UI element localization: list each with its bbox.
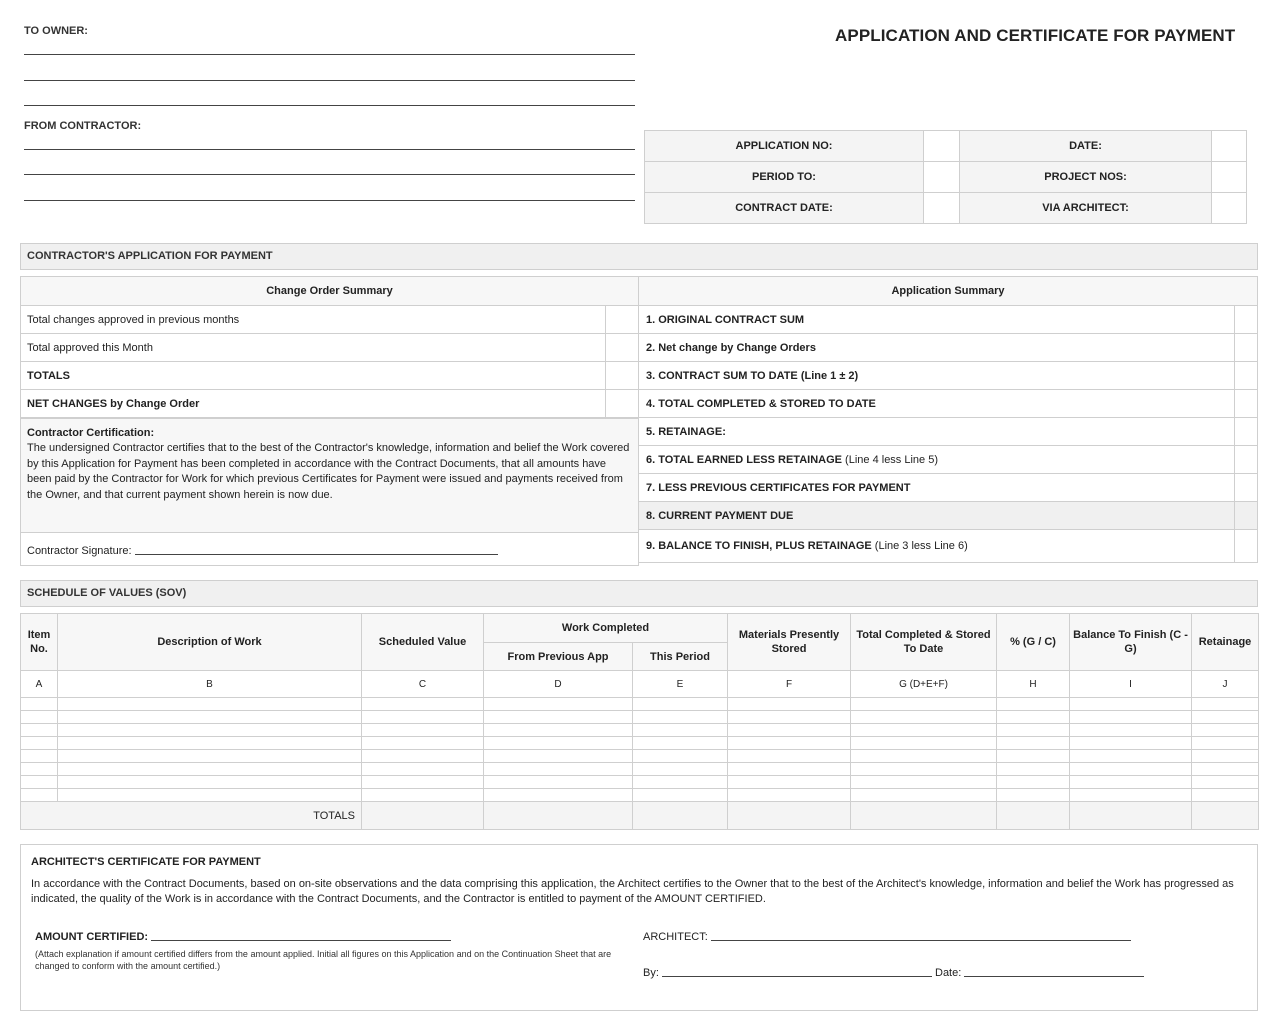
sov-column-letter: F xyxy=(728,671,851,698)
sov-total-cell[interactable] xyxy=(728,802,851,830)
sov-cell[interactable] xyxy=(1070,737,1192,750)
sov-cell[interactable] xyxy=(633,763,728,776)
to-owner-line-2[interactable] xyxy=(24,80,635,81)
as-row-label: 5. RETAINAGE: xyxy=(639,418,1235,446)
co-row-value[interactable] xyxy=(606,390,639,418)
sov-column-letter: G (D+E+F) xyxy=(851,671,997,698)
from-contractor-line-2[interactable] xyxy=(24,174,635,175)
sov-header-work-completed: Work Completed xyxy=(484,614,728,643)
as-row-value[interactable] xyxy=(1235,446,1258,474)
sov-cell[interactable] xyxy=(851,737,997,750)
to-owner-label: TO OWNER: xyxy=(24,25,88,37)
by-label: By: xyxy=(643,967,659,979)
sov-column-letter: B xyxy=(58,671,362,698)
sov-cell[interactable] xyxy=(633,711,728,724)
contractor-certification xyxy=(20,418,639,533)
sov-table xyxy=(20,613,1259,830)
sov-cell[interactable] xyxy=(997,763,1070,776)
sov-cell[interactable] xyxy=(997,776,1070,789)
as-row-label: 9. BALANCE TO FINISH, PLUS RETAINAGE (Line 3 less Line 6) xyxy=(639,530,1235,563)
table-row xyxy=(21,776,1259,789)
sov-cell[interactable] xyxy=(484,763,633,776)
application-no-field[interactable] xyxy=(924,131,960,162)
sov-cell[interactable] xyxy=(997,711,1070,724)
certification-title: Contractor Certification: xyxy=(27,427,155,439)
sov-cell[interactable] xyxy=(1070,750,1192,763)
as-row-value[interactable] xyxy=(1235,530,1258,563)
date-line[interactable] xyxy=(964,976,1144,977)
as-row-value[interactable] xyxy=(1235,502,1258,530)
contractor-section-title: CONTRACTOR'S APPLICATION FOR PAYMENT xyxy=(20,243,1258,270)
as-row-label: 3. CONTRACT SUM TO DATE (Line 1 ± 2) xyxy=(639,362,1235,390)
application-summary-header: Application Summary xyxy=(639,277,1258,306)
contract-date-field[interactable] xyxy=(924,193,960,224)
sov-cell[interactable] xyxy=(728,711,851,724)
sov-cell[interactable] xyxy=(21,789,58,802)
sov-cell[interactable] xyxy=(58,789,362,802)
sov-cell[interactable] xyxy=(362,789,484,802)
sov-cell[interactable] xyxy=(362,711,484,724)
sov-cell[interactable] xyxy=(1070,724,1192,737)
period-to-label: PERIOD TO: xyxy=(645,162,924,193)
architect-label: ARCHITECT: xyxy=(643,931,708,943)
as-row-value[interactable] xyxy=(1235,362,1258,390)
sov-column-letter: C xyxy=(362,671,484,698)
architect-certificate-title: ARCHITECT'S CERTIFICATE FOR PAYMENT xyxy=(31,856,261,868)
sov-header-materials: Materials Presently Stored xyxy=(728,614,851,671)
sov-total-cell[interactable] xyxy=(633,802,728,830)
sov-total-cell[interactable] xyxy=(362,802,484,830)
sov-cell[interactable] xyxy=(362,698,484,711)
from-contractor-line-3[interactable] xyxy=(24,200,635,201)
sov-cell[interactable] xyxy=(484,724,633,737)
sov-total-cell[interactable] xyxy=(1192,802,1259,830)
as-row-value[interactable] xyxy=(1235,418,1258,446)
sov-header-retainage: Retainage xyxy=(1192,614,1259,671)
sov-rows xyxy=(21,698,1259,802)
sov-cell[interactable] xyxy=(997,737,1070,750)
sov-cell[interactable] xyxy=(1192,763,1259,776)
table-row xyxy=(21,711,1259,724)
sov-cell[interactable] xyxy=(1192,698,1259,711)
by-line[interactable] xyxy=(662,976,932,977)
table-row xyxy=(21,789,1259,802)
sov-total-cell[interactable] xyxy=(851,802,997,830)
as-row-label: 7. LESS PREVIOUS CERTIFICATES FOR PAYMENT xyxy=(639,474,1235,502)
sov-cell[interactable] xyxy=(1070,789,1192,802)
contractor-signature-line[interactable] xyxy=(135,554,498,555)
co-row-label: Total approved this Month xyxy=(21,334,606,362)
sov-cell[interactable] xyxy=(728,737,851,750)
sov-cell[interactable] xyxy=(484,789,633,802)
table-row xyxy=(21,698,1259,711)
sov-cell[interactable] xyxy=(1070,763,1192,776)
sov-section-title: SCHEDULE OF VALUES (SOV) xyxy=(20,580,1258,607)
contractor-signature-box xyxy=(20,532,639,566)
info-table xyxy=(644,130,1247,224)
page-title: APPLICATION AND CERTIFICATE FOR PAYMENT xyxy=(835,26,1236,45)
table-row xyxy=(21,737,1259,750)
change-order-summary-header: Change Order Summary xyxy=(21,277,639,306)
co-row-value[interactable] xyxy=(606,306,639,334)
sov-cell[interactable] xyxy=(484,776,633,789)
as-row-value[interactable] xyxy=(1235,334,1258,362)
as-row-value[interactable] xyxy=(1235,390,1258,418)
sov-cell[interactable] xyxy=(21,750,58,763)
contractor-signature-label: Contractor Signature: xyxy=(27,545,132,557)
sov-cell[interactable] xyxy=(1070,776,1192,789)
date-label: DATE: xyxy=(960,131,1212,162)
sov-cell[interactable] xyxy=(633,737,728,750)
contract-date-label: CONTRACT DATE: xyxy=(645,193,924,224)
table-row xyxy=(21,750,1259,763)
as-row-value[interactable] xyxy=(1235,474,1258,502)
sov-cell[interactable] xyxy=(633,724,728,737)
to-owner-line-1[interactable] xyxy=(24,54,635,55)
sov-cell[interactable] xyxy=(851,789,997,802)
sov-cell[interactable] xyxy=(362,724,484,737)
sov-cell[interactable] xyxy=(58,698,362,711)
architect-certificate xyxy=(20,844,1258,1011)
sov-column-letter: H xyxy=(997,671,1070,698)
as-row-label: 2. Net change by Change Orders xyxy=(639,334,1235,362)
sov-cell[interactable] xyxy=(58,724,362,737)
sov-cell[interactable] xyxy=(362,763,484,776)
sov-cell[interactable] xyxy=(362,750,484,763)
sov-cell[interactable] xyxy=(997,789,1070,802)
application-no-label: APPLICATION NO: xyxy=(645,131,924,162)
as-row-label: 8. CURRENT PAYMENT DUE xyxy=(639,502,1235,530)
as-row-label: 6. TOTAL EARNED LESS RETAINAGE (Line 4 less Line 5) xyxy=(639,446,1235,474)
sov-header-percent: % (G / C) xyxy=(997,614,1070,671)
sov-totals-label: TOTALS xyxy=(21,802,362,830)
sov-cell[interactable] xyxy=(851,776,997,789)
sov-cell[interactable] xyxy=(728,763,851,776)
sov-cell[interactable] xyxy=(633,776,728,789)
as-row-label: 1. ORIGINAL CONTRACT SUM xyxy=(639,306,1235,334)
co-row-value[interactable] xyxy=(606,362,639,390)
sov-cell[interactable] xyxy=(1192,724,1259,737)
sov-cell[interactable] xyxy=(484,711,633,724)
to-owner-line-3[interactable] xyxy=(24,105,635,106)
via-architect-field[interactable] xyxy=(1212,193,1247,224)
amount-certified-line[interactable] xyxy=(151,940,451,941)
sov-cell[interactable] xyxy=(21,698,58,711)
from-contractor-line-1[interactable] xyxy=(24,149,635,150)
change-order-summary-table xyxy=(20,276,639,418)
sov-cell[interactable] xyxy=(1070,698,1192,711)
sov-cell[interactable] xyxy=(21,737,58,750)
sov-cell[interactable] xyxy=(633,698,728,711)
sov-cell[interactable] xyxy=(362,737,484,750)
via-architect-label: VIA ARCHITECT: xyxy=(960,193,1212,224)
sov-cell[interactable] xyxy=(728,698,851,711)
sov-cell[interactable] xyxy=(633,789,728,802)
sov-cell[interactable] xyxy=(484,698,633,711)
sov-cell[interactable] xyxy=(21,763,58,776)
sov-header-balance: Balance To Finish (C - G) xyxy=(1070,614,1192,671)
sov-cell[interactable] xyxy=(21,776,58,789)
from-contractor-label: FROM CONTRACTOR: xyxy=(24,120,142,132)
certification-text: The undersigned Contractor certifies that to the best of the Contractor's knowledge, information and belief the Work covered by this Application for Payment has been completed in accordance with the Contract Documents, that all amounts have been paid by the Contractor for Work for which previous Certificates for Payment were issued and payments received from the Owner, and that current payment shown herein is now due. xyxy=(27,442,630,501)
period-to-field[interactable] xyxy=(924,162,960,193)
table-row xyxy=(21,724,1259,737)
sov-cell[interactable] xyxy=(851,711,997,724)
sov-cell[interactable] xyxy=(484,737,633,750)
sov-column-letter: E xyxy=(633,671,728,698)
sov-cell[interactable] xyxy=(362,776,484,789)
sov-header-item-no: Item No. xyxy=(21,614,58,671)
sov-cell[interactable] xyxy=(728,776,851,789)
sov-header-this-period: This Period xyxy=(633,643,728,671)
sov-cell[interactable] xyxy=(997,698,1070,711)
sov-cell[interactable] xyxy=(851,698,997,711)
co-row-label: Total changes approved in previous months xyxy=(21,306,606,334)
co-row-value[interactable] xyxy=(606,334,639,362)
sov-cell[interactable] xyxy=(851,763,997,776)
amount-certified-label: AMOUNT CERTIFIED: xyxy=(35,931,149,943)
sov-cell[interactable] xyxy=(58,750,362,763)
project-nos-label: PROJECT NOS: xyxy=(960,162,1212,193)
sov-header-scheduled-value: Scheduled Value xyxy=(362,614,484,671)
as-row-label: 4. TOTAL COMPLETED & STORED TO DATE xyxy=(639,390,1235,418)
sov-cell[interactable] xyxy=(58,711,362,724)
architect-line[interactable] xyxy=(711,940,1131,941)
sov-cell[interactable] xyxy=(1192,789,1259,802)
co-row-label: NET CHANGES by Change Order xyxy=(21,390,606,418)
sov-cell[interactable] xyxy=(58,776,362,789)
sov-cell[interactable] xyxy=(997,750,1070,763)
date-field[interactable] xyxy=(1212,131,1247,162)
sov-cell[interactable] xyxy=(484,750,633,763)
application-summary-table xyxy=(638,276,1258,563)
sov-cell[interactable] xyxy=(728,750,851,763)
sov-column-letter: I xyxy=(1070,671,1192,698)
sov-cell[interactable] xyxy=(1192,737,1259,750)
project-nos-field[interactable] xyxy=(1212,162,1247,193)
sov-cell[interactable] xyxy=(851,724,997,737)
sov-cell[interactable] xyxy=(728,724,851,737)
sov-cell[interactable] xyxy=(851,750,997,763)
sov-total-cell[interactable] xyxy=(484,802,633,830)
sov-column-letter: D xyxy=(484,671,633,698)
sov-cell[interactable] xyxy=(633,750,728,763)
sov-header-from-previous: From Previous App xyxy=(484,643,633,671)
sov-cell[interactable] xyxy=(1192,711,1259,724)
table-row xyxy=(21,763,1259,776)
sov-cell[interactable] xyxy=(1070,711,1192,724)
sov-cell[interactable] xyxy=(1192,776,1259,789)
architect-certificate-text: In accordance with the Contract Documents, based on on-site observations and the data comprising this application, the Architect certifies to the Owner that to the best of the Architect's knowledge, information and belief the Work has progressed as indicated, the quality of the Work is in accordance with the Contract Documents, and the Contractor is entitled to payment of the AMOUNT CERTIFIED. xyxy=(31,878,1234,906)
sov-cell[interactable] xyxy=(58,763,362,776)
sov-cell[interactable] xyxy=(1192,750,1259,763)
sov-cell[interactable] xyxy=(21,724,58,737)
sov-total-cell[interactable] xyxy=(997,802,1070,830)
sov-cell[interactable] xyxy=(21,711,58,724)
sov-column-letter: A xyxy=(21,671,58,698)
date-label-architect: Date: xyxy=(935,967,962,979)
sov-header-description: Description of Work xyxy=(58,614,362,671)
sov-cell[interactable] xyxy=(58,737,362,750)
sov-column-letter: J xyxy=(1192,671,1259,698)
sov-cell[interactable] xyxy=(728,789,851,802)
sov-header-total-completed: Total Completed & Stored To Date xyxy=(851,614,997,671)
sov-total-cell[interactable] xyxy=(1070,802,1192,830)
sov-cell[interactable] xyxy=(997,724,1070,737)
as-row-value[interactable] xyxy=(1235,306,1258,334)
co-row-label: TOTALS xyxy=(21,362,606,390)
amount-certified-note: (Attach explanation if amount certified differs from the amount applied. Initial all figures on this Application and on the Continuation Sheet that are changed to conform with the amount certified.) xyxy=(35,949,612,971)
